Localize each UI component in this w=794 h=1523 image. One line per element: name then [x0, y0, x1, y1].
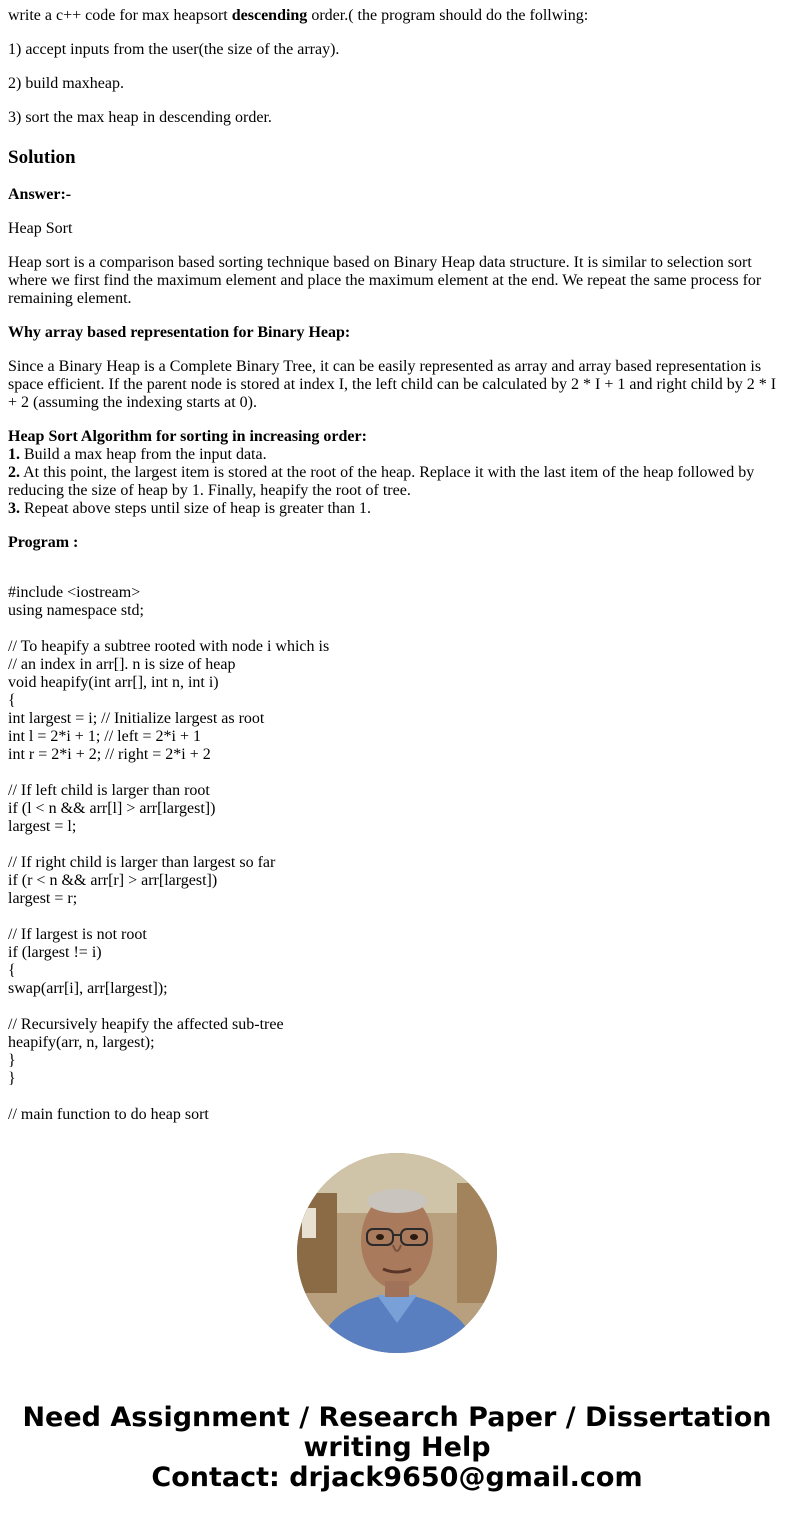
code-line: { — [8, 962, 16, 979]
question-item-1: 1) accept inputs from the user(the size of the array). — [8, 41, 340, 58]
code-line: void heapify(int arr[], int n, int i) — [8, 674, 219, 691]
question-bold-word: descending — [231, 7, 308, 24]
question-text-start: write a c++ code for max heapsort — [8, 7, 232, 24]
code-line — [8, 1088, 780, 1106]
promo-banner — [0, 1403, 794, 1493]
algorithm-step — [8, 446, 780, 464]
step-number: 2. — [8, 464, 20, 481]
why-heading: Why array based representation for Binary Heap: — [8, 324, 351, 341]
banner-line-2: writing Help — [303, 1432, 491, 1463]
contact-email: Contact: drjack9650@gmail.com — [151, 1462, 643, 1493]
algorithm-step — [8, 464, 780, 500]
answer-label: Answer:- — [8, 186, 72, 203]
code-line: if (l < n && arr[l] > arr[largest]) — [8, 800, 216, 817]
algorithm-heading: Heap Sort Algorithm for sorting in increasing order: — [8, 428, 367, 445]
solution-heading: Solution — [8, 147, 76, 168]
code-line: largest = r; — [8, 890, 78, 907]
code-line — [8, 764, 780, 782]
code-line: { — [8, 692, 16, 709]
code-line: if (r < n && arr[r] > arr[largest]) — [8, 872, 218, 889]
portrait-image — [297, 1153, 497, 1353]
question-item-2: 2) build maxheap. — [8, 75, 124, 92]
heap-sort-description: Heap sort is a comparison based sorting technique based on Binary Heap data structure. It is similar to selection sort where we first find the maximum element and place the maximum element at the end. We repeat the same process for remaining element. — [8, 254, 762, 307]
author-photo — [297, 1153, 497, 1353]
code-line: // If largest is not root — [8, 926, 147, 943]
question-item-3: 3) sort the max heap in descending order. — [8, 109, 272, 126]
code-line: int l = 2*i + 1; // left = 2*i + 1 — [8, 728, 201, 745]
step-text: Build a max heap from the input data. — [20, 446, 267, 463]
algorithm-section — [8, 428, 780, 518]
program-label: Program : — [8, 534, 79, 551]
question-text — [8, 7, 780, 25]
code-line: // Recursively heapify the affected sub-tree — [8, 1016, 284, 1033]
algorithm-step — [8, 500, 780, 518]
why-description: Since a Binary Heap is a Complete Binary Tree, it can be easily represented as array and array based representation is space efficient. If the parent node is stored at index I, the left child can be calculated by 2 * I + 1 and right child by 2 * I + 2 (assuming the indexing starts at 0). — [8, 358, 777, 411]
code-line — [8, 908, 780, 926]
step-text: Repeat above steps until size of heap is greater than 1. — [20, 500, 371, 517]
code-line: // an index in arr[]. n is size of heap — [8, 656, 236, 673]
code-listing — [8, 584, 780, 1124]
code-line: int largest = i; // Initialize largest as root — [8, 710, 265, 727]
code-line: heapify(arr, n, largest); — [8, 1034, 155, 1051]
code-line: #include <iostream> — [8, 584, 141, 601]
step-number: 3. — [8, 500, 20, 517]
question-text-end: order.( the program should do the follwing: — [307, 7, 589, 24]
code-line: // If right child is larger than largest so far — [8, 854, 276, 871]
code-line: using namespace std; — [8, 602, 144, 619]
code-line — [8, 620, 780, 638]
code-line: // To heapify a subtree rooted with node i which is — [8, 638, 330, 655]
step-text: At this point, the largest item is stored at the root of the heap. Replace it with the last item of the heap followed by reducing the size of heap by 1. Finally, heapify the root of tree. — [8, 464, 755, 499]
code-line: swap(arr[i], arr[largest]); — [8, 980, 168, 997]
code-line: largest = l; — [8, 818, 77, 835]
code-line: // main function to do heap sort — [8, 1106, 209, 1123]
topic-title: Heap Sort — [8, 220, 73, 237]
code-line — [8, 836, 780, 854]
code-line: int r = 2*i + 2; // right = 2*i + 2 — [8, 746, 211, 763]
code-line: } — [8, 1052, 16, 1069]
code-line: if (largest != i) — [8, 944, 102, 961]
banner-line-1: Need Assignment / Research Paper / Dissertation — [22, 1402, 772, 1433]
code-line: // If left child is larger than root — [8, 782, 210, 799]
code-line: } — [8, 1070, 16, 1087]
code-line — [8, 998, 780, 1016]
step-number: 1. — [8, 446, 20, 463]
